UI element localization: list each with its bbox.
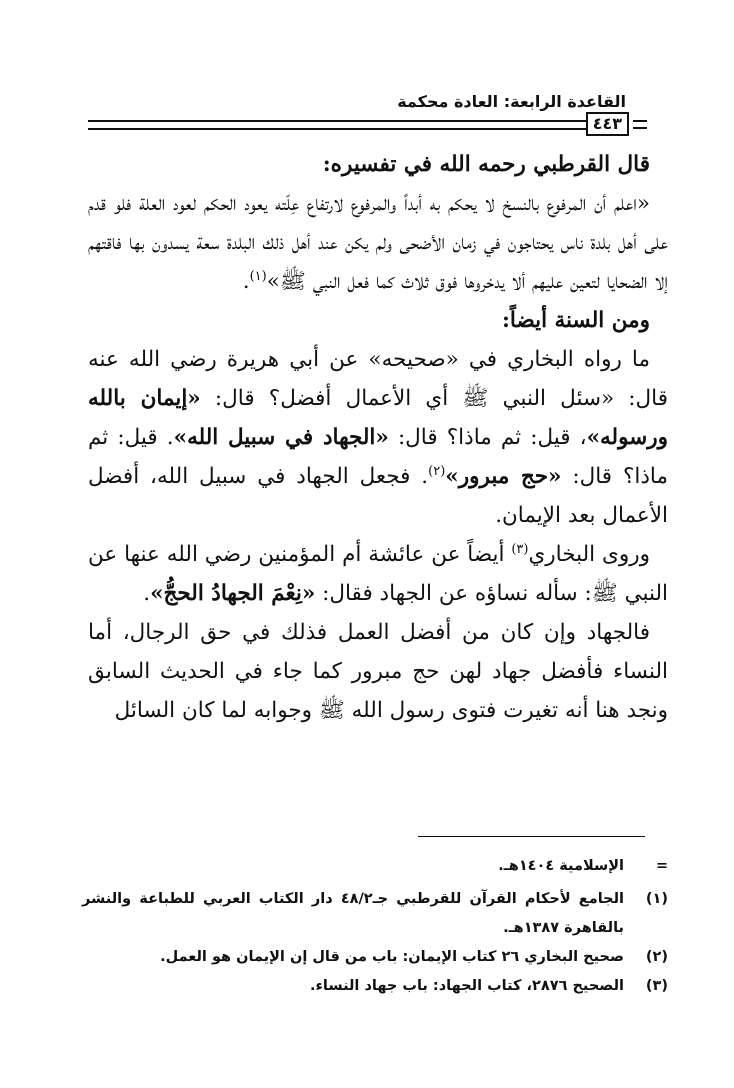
footnote-ref-3: (٣) [511,541,529,557]
footnote-number: (٣) [645,978,668,994]
footnote-text: الإسلامية ١٤٠٤هـ. [498,858,624,874]
body-text [88,145,668,730]
footnote-ref-1: (١) [249,268,267,284]
footnote-3 [82,972,668,1001]
footnote-ref-2: (٢) [428,463,446,479]
paragraph-jihad-women: فالجهاد وإن كان من أفضل العمل فذلك في حق الرجال، أما النساء فأفضل جهاد لهن حج مبرور كما جاء في الحديث السابق ونجد هنا أنه تغيرت فتوى رسول الله ﷺ وجوابه لما كان السائل [88,620,668,723]
footnote-text: الجامع لأحكام القرآن للقرطبي جـ٤٨/٢ دار الكتاب العربي للطباعة والنشر بالقاهرة ١٣٨٧هـ. [82,891,624,936]
footnote-number: (٢) [645,949,668,965]
header-rule [88,120,608,130]
footnote-text: صحيح البخاري ٢٦ كتاب الإيمان: باب من قال إن الإيمان هو العمل. [160,949,624,965]
footnotes [82,852,668,1001]
footnote-separator [418,836,645,837]
paragraph-aisha-hadith: وروى البخاري$^{(٣)}$ أيضاً عن عائشة أم المؤمنين رضي الله عنها عن النبي ﷺ: سأله نساؤه عن الجهاد فقال: «نِعْمَ الجهادُ الحجُّ». [88,541,668,606]
footnote-text: الصحيح ٢٨٧٦، كتاب الجهاد: باب جهاد النساء. [309,978,624,994]
continuation-mark: = [655,858,668,874]
paragraph-qurtubi-quote: «اعلم أن المرفوع بالنسخ لا يحكم به أبداً والمرفوع لارتفاع عِلّته يعود الحكم لعود العلة فلو قدم على أهل بلدة ناس يحتاجون في زمان الأضحى ولم يكن عند أهل ذلك البلدة سعة يسدون بها فاقتهم إلا الضحايا لتعين عليهم ألا يدخروها فوق ثلاث كما فعل النبي ﷺ»$^{(١)}$. [88,191,668,294]
footnote-number: (١) [645,891,668,907]
footnote-continuation [82,852,668,881]
page-number: ٤٤٣ [586,112,629,136]
paragraph-quote-intro: قال القرطبي رحمه الله في تفسيره: [322,152,650,177]
paragraph-bukhari-hadith: ما رواه البخاري في «صحيحه» عن أبي هريرة رضي الله عنه قال: «سئل النبي ﷺ أي الأعمال أفضل؟ قال: «إيمان بالله ورسوله»، قيل: ثم ماذا؟ قال: «الجهاد في سبيل الله». قيل: ثم ماذا؟ قال: «حج مبرور»$^{(٢)}$. فجعل الجهاد في سبيل الله، أفضل الأعمال بعد الإيمان. [88,347,668,528]
running-title: القاعدة الرابعة: العادة محكمة [397,92,626,111]
footnote-2 [82,943,668,972]
footnote-1 [82,885,668,943]
paragraph-sunnah-intro: ومن السنة أيضاً: [501,308,650,333]
